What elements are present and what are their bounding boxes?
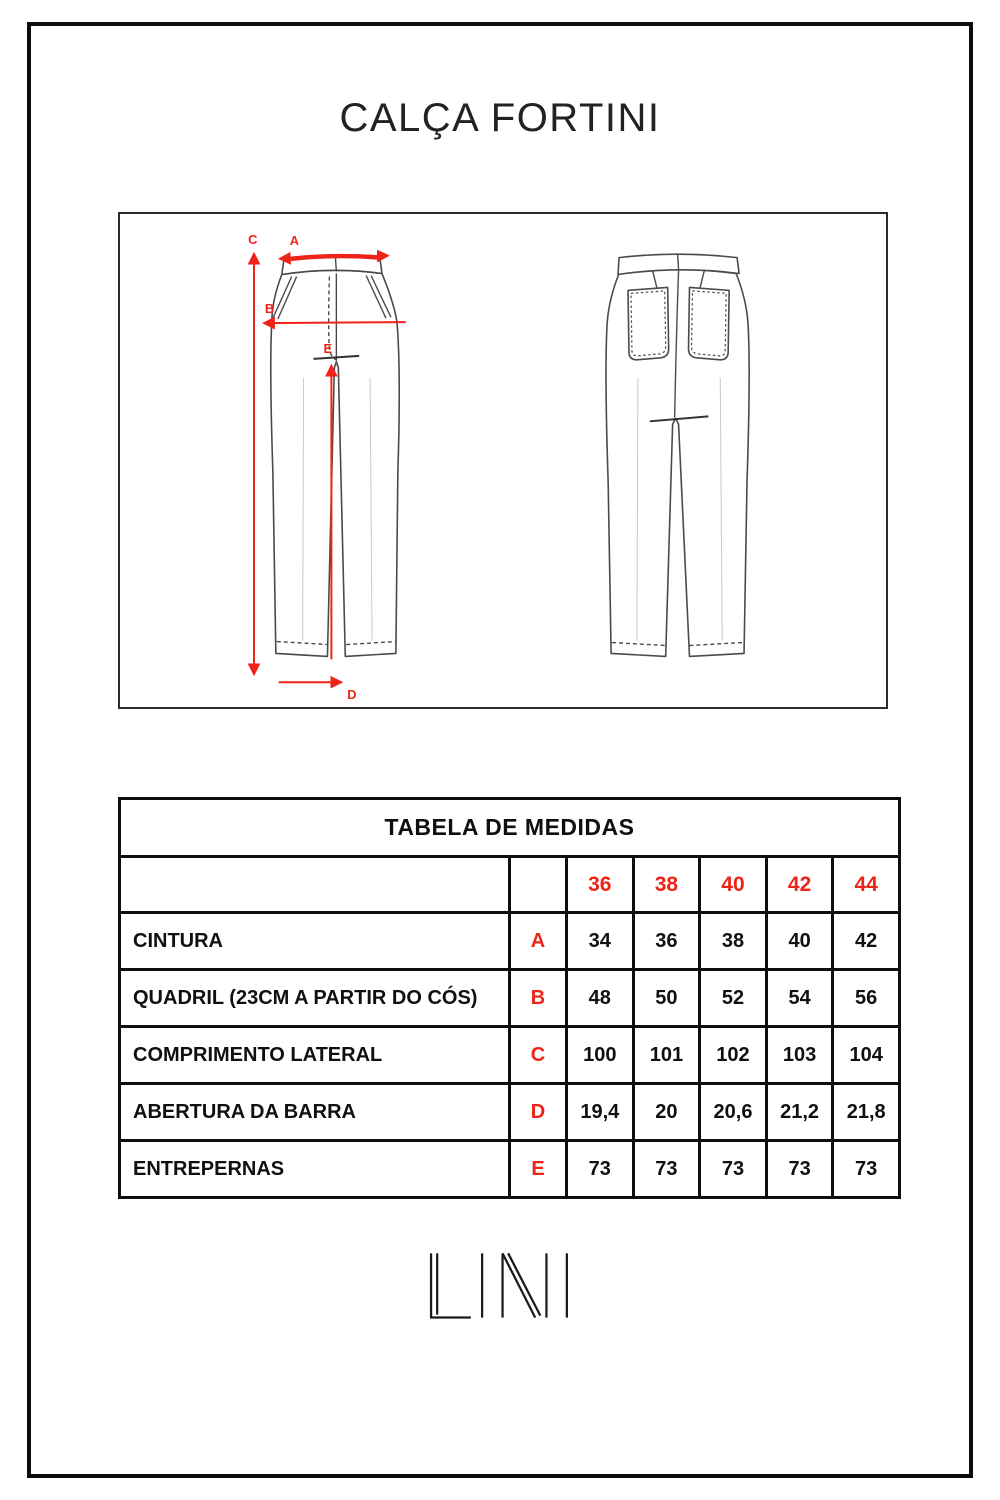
measurement-row [120, 970, 900, 1027]
measurement-label: COMPRIMENTO LATERAL [120, 1027, 510, 1084]
table-title: TABELA DE MEDIDAS [120, 799, 900, 857]
page-title: CALÇA FORTINI [339, 96, 661, 140]
measurement-value: 20,6 [700, 1084, 767, 1141]
empty-label-cell [120, 857, 510, 913]
measurement-value: 73 [633, 1141, 700, 1198]
measurement-value: 56 [833, 970, 900, 1027]
measure-label-b: B [264, 301, 275, 317]
measure-arrow-d [279, 682, 357, 702]
size-column-header: 44 [833, 857, 900, 913]
measurement-letter: D [510, 1084, 567, 1141]
size-column-header: 40 [700, 857, 767, 913]
measurement-label: ABERTURA DA BARRA [120, 1084, 510, 1141]
measurement-value: 104 [833, 1027, 900, 1084]
measure-label-e: E [323, 340, 333, 356]
measurement-letter: B [510, 970, 567, 1027]
measurement-value: 102 [700, 1027, 767, 1084]
measurements-table [118, 797, 901, 1199]
size-column-header: 38 [633, 857, 700, 913]
measurement-value: 52 [700, 970, 767, 1027]
measurement-row [120, 1141, 900, 1198]
measurement-value: 19,4 [567, 1084, 634, 1141]
empty-letter-cell [510, 857, 567, 913]
measurement-value: 103 [766, 1027, 833, 1084]
measurement-value: 20 [633, 1084, 700, 1141]
measurement-value: 100 [567, 1027, 634, 1084]
table-title-row [120, 799, 900, 857]
measurements-table-body [120, 913, 900, 1198]
measurement-label: QUADRIL (23CM A PARTIR DO CÓS) [120, 970, 510, 1027]
measurement-value: 73 [833, 1141, 900, 1198]
measure-arrow-c [248, 232, 257, 675]
brand-logo-lini-icon [428, 1250, 573, 1322]
measurement-value: 21,2 [766, 1084, 833, 1141]
measurement-value: 54 [766, 970, 833, 1027]
measurement-value: 101 [633, 1027, 700, 1084]
size-column-header: 36 [567, 857, 634, 913]
brand-logo [0, 1250, 1000, 1322]
measurement-value: 21,8 [833, 1084, 900, 1141]
measurement-row [120, 913, 900, 970]
sizes-header-row [120, 857, 900, 913]
measurement-value: 34 [567, 913, 634, 970]
measure-label-d: D [347, 687, 357, 703]
measure-arrow-a [280, 233, 388, 260]
measurement-letter: C [510, 1027, 567, 1084]
measure-label-a: A [289, 232, 300, 248]
measurement-row [120, 1027, 900, 1084]
measurement-value: 42 [833, 913, 900, 970]
measurement-label: CINTURA [120, 913, 510, 970]
measure-label-c: C [248, 231, 258, 247]
measurement-label: ENTREPERNAS [120, 1141, 510, 1198]
measurement-value: 73 [567, 1141, 634, 1198]
pants-back-view [606, 254, 749, 657]
measurement-letter: E [510, 1141, 567, 1198]
measurement-value: 40 [766, 913, 833, 970]
measurement-value: 48 [567, 970, 634, 1027]
measurement-value: 73 [766, 1141, 833, 1198]
technical-drawing-box [118, 212, 888, 709]
measurement-letter: A [510, 913, 567, 970]
measurement-row [120, 1084, 900, 1141]
measurement-value: 73 [700, 1141, 767, 1198]
pants-front-view [271, 256, 399, 656]
pants-technical-drawing [120, 214, 886, 707]
measurement-value: 36 [633, 913, 700, 970]
measurement-value: 50 [633, 970, 700, 1027]
size-column-header: 42 [766, 857, 833, 913]
measurement-value: 38 [700, 913, 767, 970]
